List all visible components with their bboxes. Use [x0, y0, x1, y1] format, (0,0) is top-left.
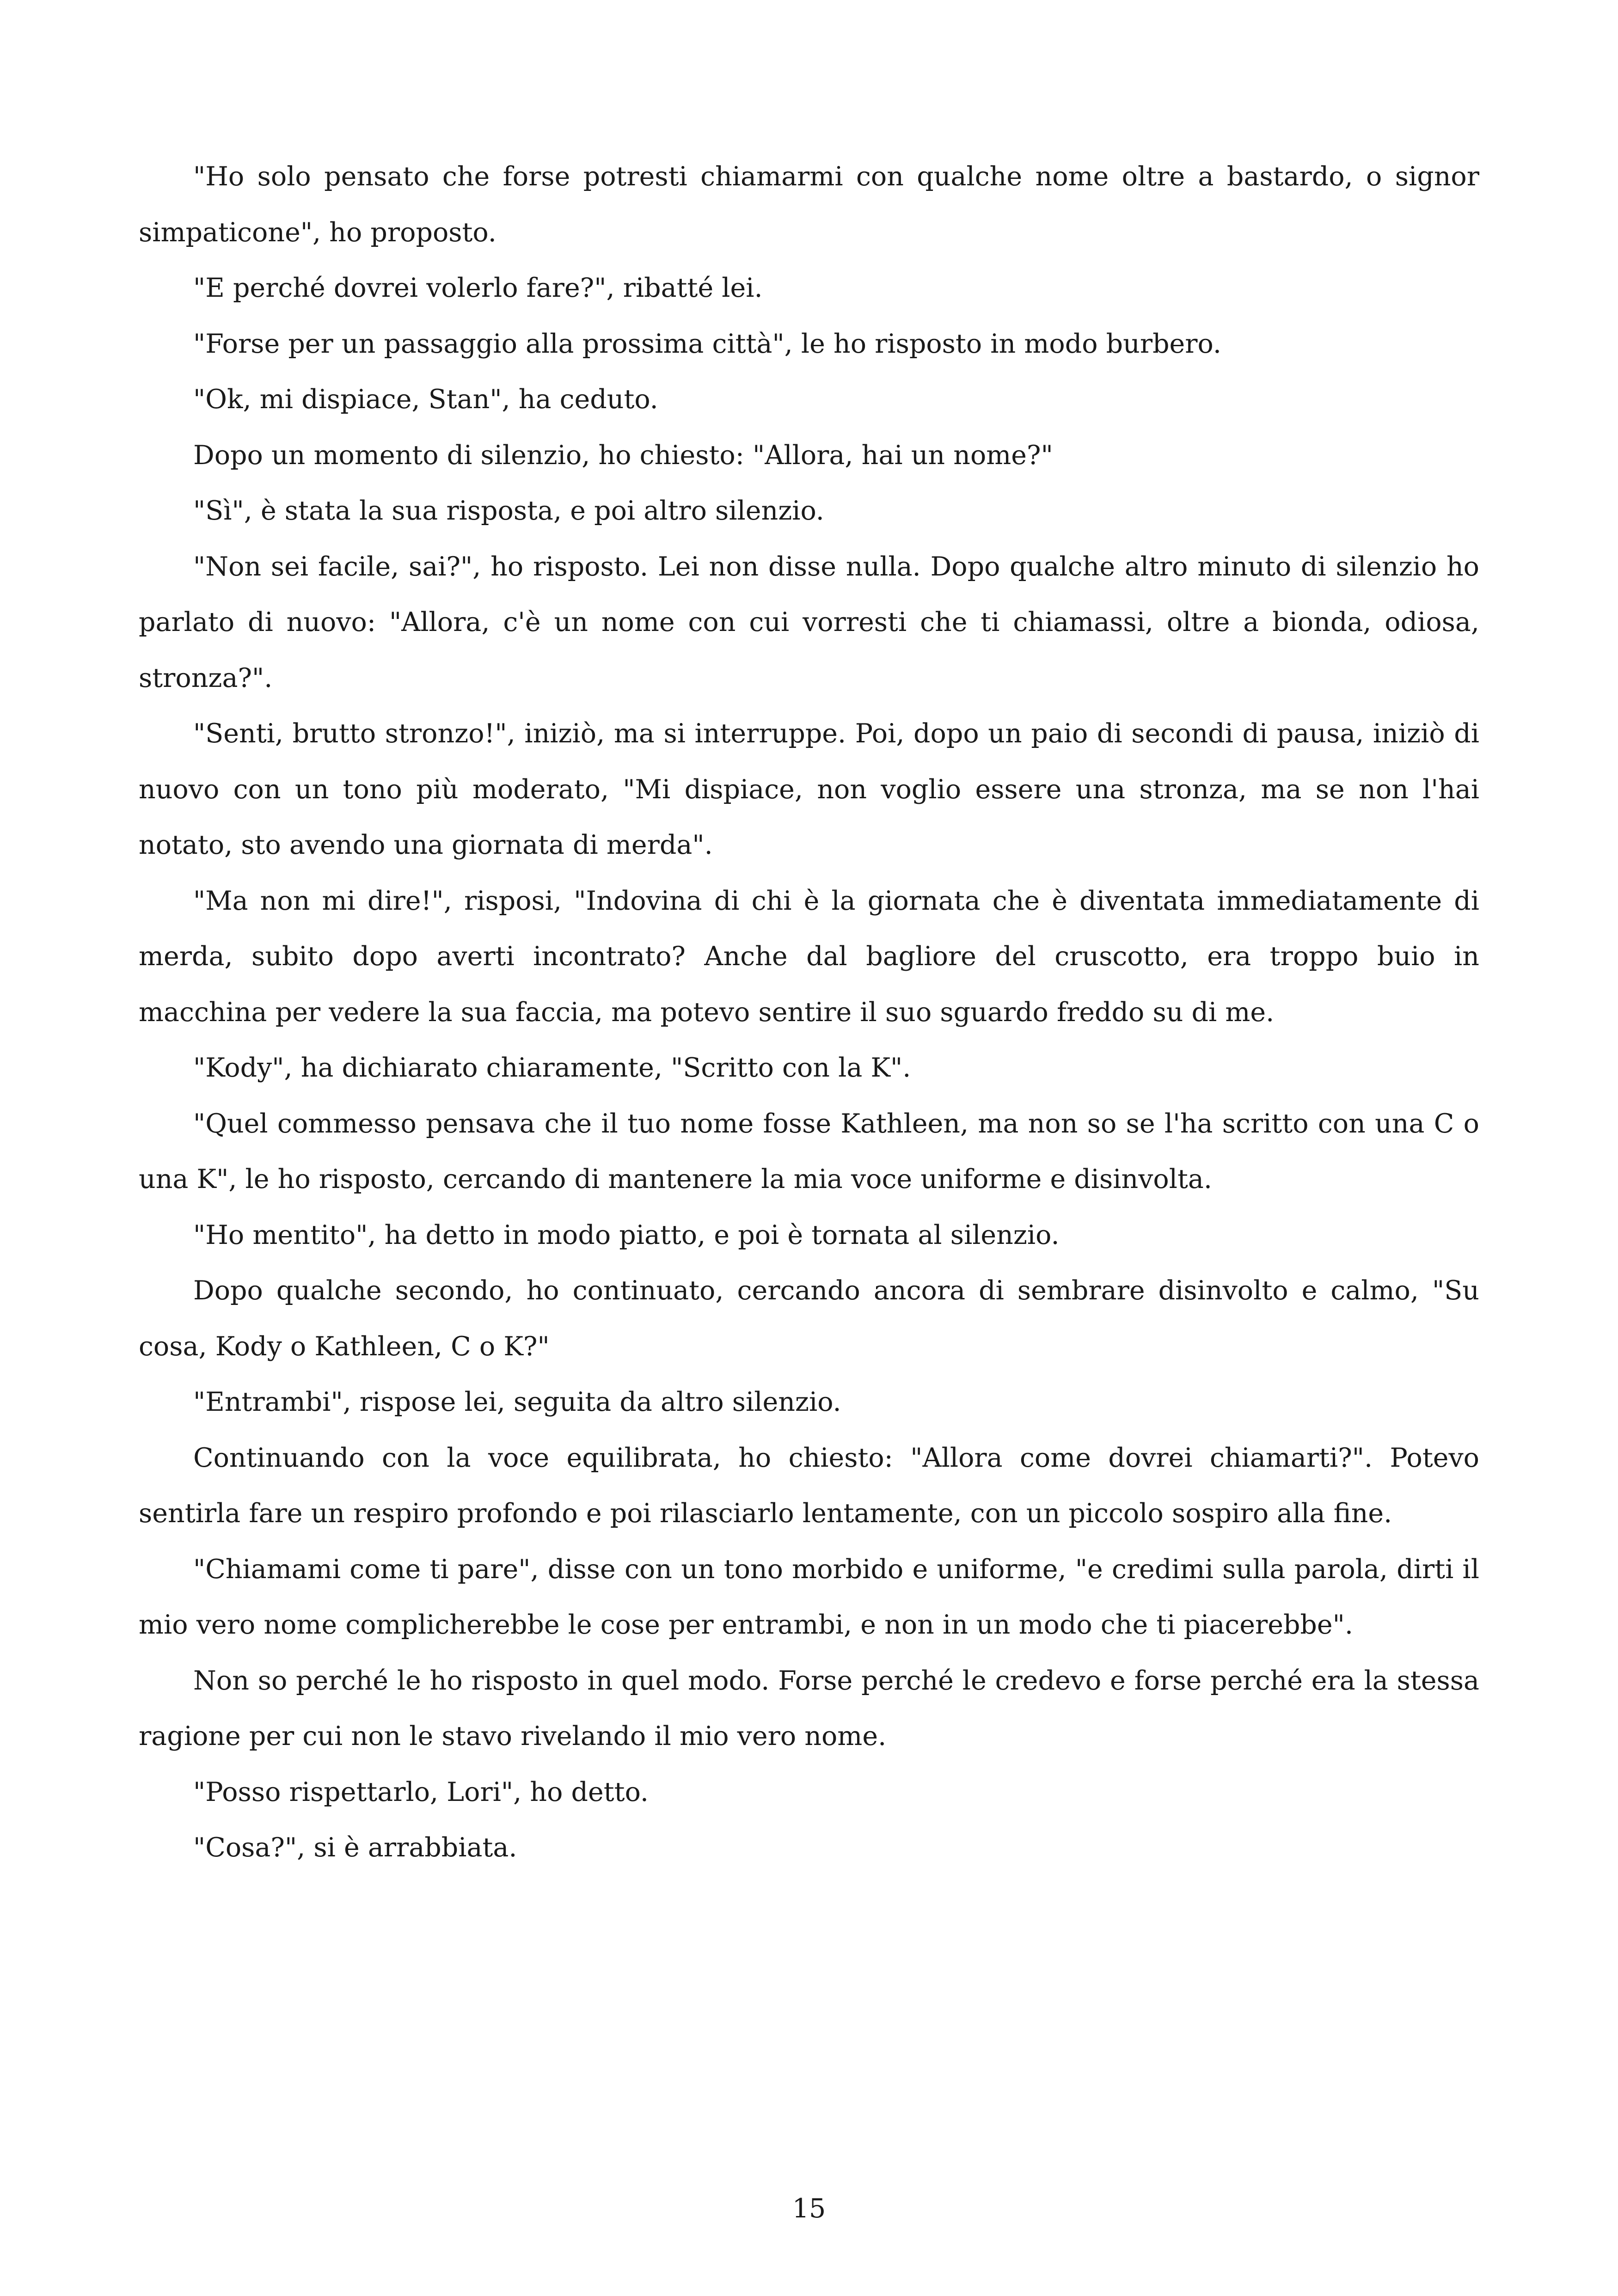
paragraph: Dopo qualche secondo, ho continuato, cercando ancora di sembrare disinvolto e calmo, "Su cosa, Kody o Kathleen, C o K?" — [139, 1275, 1479, 1362]
paragraph: "Non sei facile, sai?", ho risposto. Lei non disse nulla. Dopo qualche altro minuto di silenzio ho parlato di nuovo: "Allora, c'è un nome con cui vorresti che ti chiamassi, oltre a bionda, odiosa, stronza?". — [139, 551, 1479, 693]
paragraph: "Chiamami come ti pare", disse con un tono morbido e uniforme, "e credimi sulla parola, dirti il mio vero nome complicherebbe le cose per entrambi, e non in un modo che ti piacerebbe". — [139, 1554, 1479, 1640]
paragraph: Continuando con la voce equilibrata, ho chiesto: "Allora come dovrei chiamarti?". Potevo sentirla fare un respiro profondo e poi rilasciarlo lentamente, con un piccolo sospiro alla fine. — [139, 1442, 1479, 1529]
page-number: 15 — [792, 2193, 826, 2224]
paragraph: "Forse per un passaggio alla prossima città", le ho risposto in modo burbero. — [193, 328, 1221, 359]
paragraph: Non so perché le ho risposto in quel modo. Forse perché le credevo e forse perché era la stessa ragione per cui non le stavo rivelando il mio vero nome. — [139, 1665, 1479, 1751]
body-text — [139, 149, 1479, 1876]
paragraph: "Ho mentito", ha detto in modo piatto, e poi è tornata al silenzio. — [193, 1219, 1060, 1250]
paragraph: "Quel commesso pensava che il tuo nome fosse Kathleen, ma non so se l'ha scritto con una C o una K", le ho risposto, cercando di mantenere la mia voce uniforme e disinvolta. — [139, 1108, 1479, 1194]
paragraph: "Cosa?", si è arrabbiata. — [193, 1832, 517, 1863]
paragraph: "Senti, brutto stronzo!", iniziò, ma si interruppe. Poi, dopo un paio di secondi di pausa, iniziò di nuovo con un tono più moderato, "Mi dispiace, non voglio essere una stronza, ma se non l'hai notato, sto avendo una giornata di merda". — [139, 718, 1479, 860]
paragraph: "Ma non mi dire!", risposi, "Indovina di chi è la giornata che è diventata immediatamente di merda, subito dopo averti incontrato? Anche dal bagliore del cruscotto, era troppo buio in macchina per vedere la sua faccia, ma potevo sentire il suo sguardo freddo su di me. — [139, 885, 1479, 1028]
paragraph: "E perché dovrei volerlo fare?", ribatté lei. — [193, 273, 763, 303]
paragraph: "Posso rispettarlo, Lori", ho detto. — [193, 1776, 649, 1807]
paragraph: Dopo un momento di silenzio, ho chiesto: "Allora, hai un nome?" — [193, 440, 1053, 471]
paragraph: "Sì", è stata la sua risposta, e poi altro silenzio. — [193, 496, 824, 526]
paragraph: "Ok, mi dispiace, Stan", ha ceduto. — [193, 384, 658, 415]
paragraph: "Entrambi", rispose lei, seguita da altro silenzio. — [193, 1387, 841, 1417]
paragraph: "Kody", ha dichiarato chiaramente, "Scritto con la K". — [193, 1053, 911, 1083]
paragraph: "Ho solo pensato che forse potresti chiamarmi con qualche nome oltre a bastardo, o signor simpaticone", ho proposto. — [139, 161, 1479, 248]
